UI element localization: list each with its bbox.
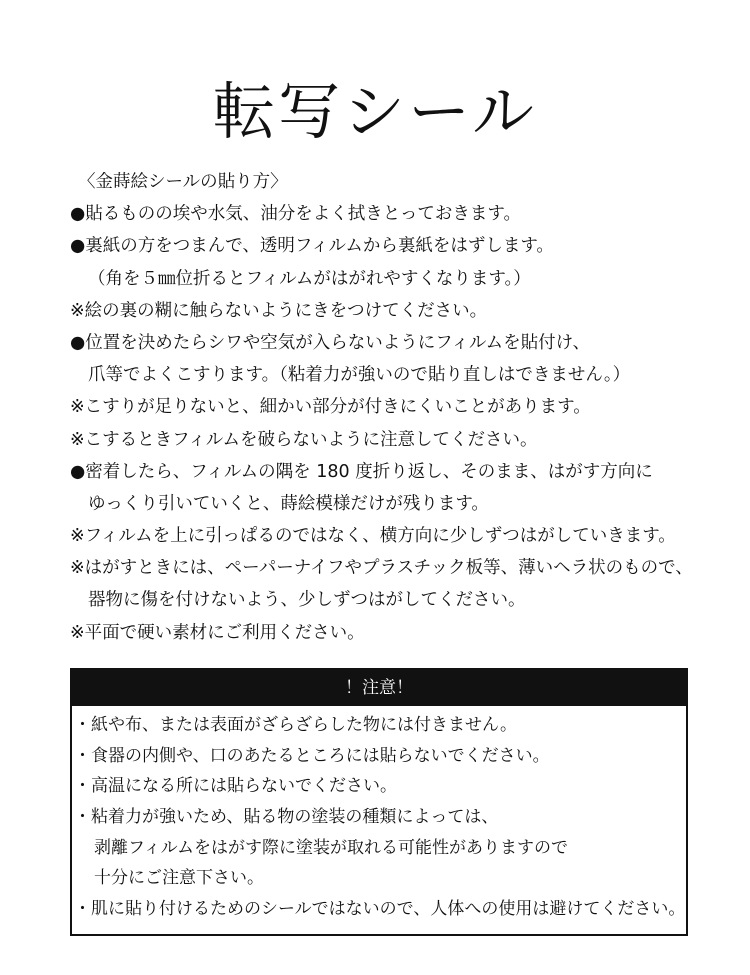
notice-line: 十分にご注意下さい。 [94,868,264,889]
notice-line: 剥離フィルムをはがす際に塗装が取れる可能性がありますので [94,837,568,858]
instruction-line: ※こすりが足りないと、細かい部分が付きにくいことがあります。 [70,397,591,418]
notice-line: ・紙や布、または表面がざらざらした物には付きません。 [74,715,518,735]
instruction-line: 爪等でよくこすります。（粘着力が強いので貼り直しはできません。） [88,365,631,386]
instruction-line: ●密着したら、フィルムの隅を 180 度折り返し、そのまま、はがす方向に [70,461,653,482]
instructions-heading: 〈金蒔絵シールの貼り方〉 [78,172,288,192]
instruction-line: ゆっくり引いていくと、蒔絵模様だけが残ります。 [88,493,489,514]
instruction-line: ※平面で硬い素材にご利用ください。 [70,622,365,643]
notice-line: ・高温になる所には貼らないでください。 [74,776,397,797]
instruction-line: ※こするときフィルムを破らないように注意してください。 [70,429,538,450]
instruction-line: ●裏紙の方をつまんで、透明フィルムから裏紙をはずします。 [70,236,554,257]
instruction-line: ●貼るものの埃や水気、油分をよく拭きとっておきます。 [70,204,522,225]
instruction-line: ※はがすときには、ペーパーナイフやプラスチック板等、薄いヘラ状のもので、 [70,558,693,579]
instruction-line: 器物に傷を付けないよう、少しずつはがしてください。 [88,590,526,611]
notice-line: ・肌に貼り付けるためのシールではないので、人体への使用は避けてください。 [74,899,686,920]
instruction-line: ※フィルムを上に引っぱるのではなく、横方向に少しずつはがしていきます。 [70,526,676,547]
notice-header: ！注意！ [72,670,686,706]
instruction-line: ※絵の裏の糊に触らないようにきをつけてください。 [70,300,488,321]
page-title: 転写シール [213,75,537,148]
notice-body [72,706,686,925]
instruction-line: （角を５㎜位折るとフィルムがはがれやすくなります。） [88,268,531,289]
notice-box [70,668,688,936]
instructions-section [70,166,730,649]
instruction-line: ●位置を決めたらシワや空気が入らないようにフィルムを貼付け、 [70,332,590,353]
notice-line: ・食器の内側や、口のあたるところには貼らないでください。 [74,745,550,766]
notice-line: ・粘着力が強いため、貼る物の塗装の種類によっては、 [74,807,499,828]
